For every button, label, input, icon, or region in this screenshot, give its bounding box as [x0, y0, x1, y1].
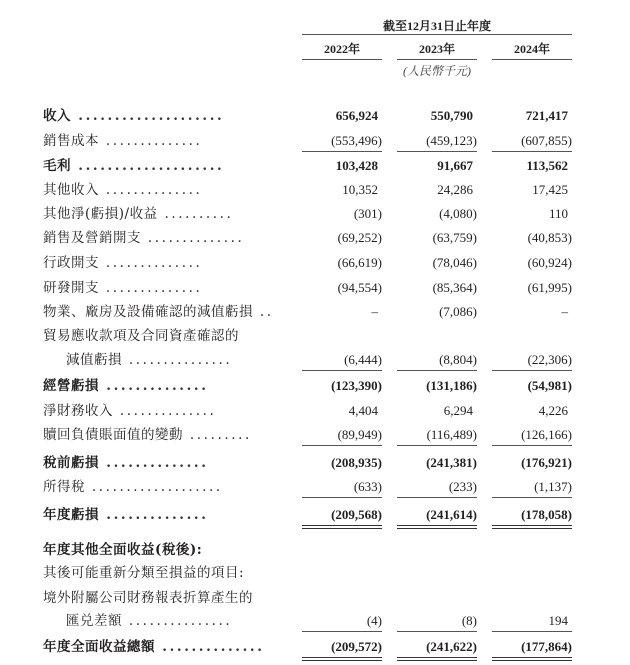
year-rule — [492, 59, 572, 60]
row-label — [43, 637, 288, 657]
cell-2023: (131,186) — [426, 378, 477, 393]
cell-2024: (1,137) — [534, 479, 572, 494]
year-header-2024: 2024年 — [513, 42, 550, 56]
double-underline — [397, 525, 477, 529]
cell-2023: (241,622) — [426, 639, 477, 654]
table-row — [0, 326, 630, 350]
cell-2023: 6,294 — [443, 403, 473, 418]
table-row — [0, 156, 630, 180]
cell-2022: (89,949) — [337, 427, 382, 442]
cell-2024: (54,981) — [527, 378, 572, 393]
cell-2023: 550,790 — [430, 108, 473, 123]
row-label-text: 年度全面收益總額 — [43, 639, 155, 655]
row-label — [43, 425, 288, 445]
row-label — [43, 326, 288, 346]
leader-dots: .............. — [113, 403, 217, 419]
subtotal-underline — [397, 631, 477, 632]
table-row — [0, 588, 630, 612]
subtotal-underline — [492, 151, 572, 152]
cell-2022: (94,554) — [337, 280, 382, 295]
period-title: 截至12月31日止年度 — [382, 19, 491, 33]
row-label-text: 年度其他全面收益(稅後): — [43, 542, 203, 558]
subtotal-underline — [492, 631, 572, 632]
row-label — [43, 401, 288, 421]
table-row — [0, 278, 630, 302]
leader-dots: .............. — [141, 230, 245, 246]
year-rule — [302, 59, 382, 60]
leader-dots: .............. — [99, 255, 203, 271]
row-label — [43, 131, 288, 151]
row-label-text: 境外附屬公司財務報表折算產生的 — [43, 590, 253, 606]
subtotal-underline — [397, 445, 477, 446]
row-label-text: 其他淨(虧損)/收益 — [43, 206, 158, 222]
cell-2023: 24,286 — [437, 182, 473, 197]
cell-2023: (78,046) — [432, 255, 477, 270]
table-row — [0, 453, 630, 477]
subtotal-underline — [397, 151, 477, 152]
subtotal-underline — [397, 370, 477, 371]
cell-2022: (301) — [353, 206, 382, 221]
cell-2024: 4,226 — [538, 403, 568, 418]
row-label — [66, 350, 288, 370]
row-label-text: 毛利 — [43, 158, 71, 174]
subtotal-underline — [302, 370, 382, 371]
table-row — [0, 302, 630, 326]
row-label — [43, 540, 288, 560]
table-row — [0, 540, 630, 564]
cell-2022: (123,390) — [331, 378, 382, 393]
table-row — [0, 376, 630, 400]
cell-2024: (607,855) — [521, 133, 572, 148]
row-label — [43, 376, 288, 396]
row-label-text: 物業、廠房及設備確認的減值虧損 — [43, 304, 253, 320]
cell-2022: (208,935) — [331, 455, 382, 470]
row-label — [43, 563, 288, 583]
table-row — [0, 401, 630, 425]
row-label-text: 收入 — [43, 108, 71, 124]
cell-2024: (40,853) — [527, 230, 572, 245]
row-label — [43, 588, 288, 608]
table-row — [0, 204, 630, 228]
cell-2022: (6,444) — [344, 352, 382, 367]
double-underline — [302, 525, 382, 529]
row-label-text: 匯兑差額 — [66, 613, 122, 629]
subtotal-underline — [492, 370, 572, 371]
cell-2023: (8,804) — [439, 352, 477, 367]
row-label-text: 所得稅 — [43, 479, 85, 495]
double-underline — [492, 657, 572, 661]
subtotal-underline — [397, 497, 477, 498]
cell-2023: (233) — [448, 479, 477, 494]
cell-2023: (4,080) — [439, 206, 477, 221]
cell-2023: (116,489) — [426, 427, 477, 442]
row-label-text: 年度虧損 — [43, 507, 99, 523]
cell-2024: (176,921) — [521, 455, 572, 470]
year-rule — [397, 59, 477, 60]
row-label-text: 銷售及營銷開支 — [43, 230, 141, 246]
subtotal-underline — [302, 631, 382, 632]
cell-2023: (241,381) — [426, 455, 477, 470]
cell-2022: (69,252) — [337, 230, 382, 245]
row-label-text: 研發開支 — [43, 280, 99, 296]
row-label — [43, 156, 288, 176]
cell-2024: 113,562 — [526, 158, 568, 173]
subtotal-underline — [302, 445, 382, 446]
leader-dots: .................... — [71, 108, 225, 124]
row-label — [43, 253, 288, 273]
cell-2023: (63,759) — [432, 230, 477, 245]
row-label — [43, 505, 288, 525]
cell-2023: (85,364) — [432, 280, 477, 295]
subtotal-underline — [492, 497, 572, 498]
subtotal-underline — [302, 497, 382, 498]
row-label-text: 經營虧損 — [43, 378, 99, 394]
currency-unit: (人民幣千元) — [403, 64, 471, 78]
row-label — [43, 228, 288, 248]
double-underline — [492, 525, 572, 529]
cell-2024: (61,995) — [527, 280, 572, 295]
row-label-text: 淨財務收入 — [43, 403, 113, 419]
row-label-text: 行政開支 — [43, 255, 99, 271]
row-label — [43, 106, 288, 126]
subtotal-underline — [492, 445, 572, 446]
row-label-text: 稅前虧損 — [43, 455, 99, 471]
cell-2022: 103,428 — [335, 158, 378, 173]
leader-dots: ............... — [122, 352, 233, 368]
cell-2023: (459,123) — [426, 133, 477, 148]
row-label — [43, 453, 288, 473]
cell-2022: (209,572) — [331, 639, 382, 654]
cell-2022: – — [371, 304, 378, 319]
cell-2024: (60,924) — [527, 255, 572, 270]
cell-2024: (126,166) — [521, 427, 572, 442]
row-label — [43, 302, 288, 322]
cell-2024: 721,417 — [525, 108, 568, 123]
double-underline — [302, 657, 382, 661]
row-label-text: 其後可能重新分類至損益的項目: — [43, 565, 245, 581]
cell-2022: (209,568) — [331, 507, 382, 522]
cell-2024: 17,425 — [532, 182, 568, 197]
leader-dots: .............. — [99, 507, 209, 523]
year-header-2022: 2022年 — [323, 42, 360, 56]
table-row — [0, 253, 630, 277]
cell-2023: (8) — [461, 613, 477, 628]
cell-2022: 10,352 — [342, 182, 378, 197]
cell-2022: (66,619) — [337, 255, 382, 270]
leader-dots: .............. — [99, 280, 203, 296]
table-row — [0, 180, 630, 204]
row-label — [43, 180, 288, 200]
subtotal-underline — [302, 151, 382, 152]
cell-2022: 656,924 — [335, 108, 378, 123]
leader-dots: .............. — [99, 133, 203, 149]
cell-2024: – — [561, 304, 568, 319]
header-rule — [302, 34, 572, 35]
cell-2022: (633) — [353, 479, 382, 494]
table-row — [0, 106, 630, 130]
leader-dots: .......... — [157, 206, 234, 222]
leader-dots: .................... — [71, 158, 225, 174]
leader-dots: .. — [253, 304, 274, 320]
row-label-text: 其他收入 — [43, 182, 99, 198]
cell-2023: (241,614) — [426, 507, 477, 522]
leader-dots: .............. — [99, 378, 209, 394]
row-label-text: 貿易應收款項及合同資產確認的 — [43, 328, 239, 344]
cell-2022: (4) — [366, 613, 382, 628]
leader-dots: .............. — [99, 182, 203, 198]
cell-2023: (7,086) — [439, 304, 477, 319]
leader-dots: .............. — [99, 455, 209, 471]
row-label — [66, 611, 288, 631]
leader-dots: .............. — [155, 639, 265, 655]
double-underline — [397, 657, 477, 661]
cell-2022: (553,496) — [331, 133, 382, 148]
row-label-text: 減值虧損 — [66, 352, 122, 368]
row-label-text: 贖回負債賬面值的變動 — [43, 427, 183, 443]
table-row — [0, 228, 630, 252]
row-label — [43, 278, 288, 298]
cell-2024: (177,864) — [521, 639, 572, 654]
row-label — [43, 477, 288, 497]
cell-2024: (22,306) — [527, 352, 572, 367]
cell-2024: 194 — [548, 613, 568, 628]
row-label-text: 銷售成本 — [43, 133, 99, 149]
cell-2023: 91,667 — [437, 158, 473, 173]
year-header-2023: 2023年 — [418, 42, 455, 56]
row-label — [43, 204, 288, 224]
leader-dots: ......... — [183, 427, 252, 443]
leader-dots: ............... — [122, 613, 233, 629]
leader-dots: ................... — [85, 479, 223, 495]
table-row — [0, 563, 630, 587]
cell-2024: (178,058) — [521, 507, 572, 522]
cell-2022: 4,404 — [348, 403, 378, 418]
cell-2024: 110 — [548, 206, 568, 221]
